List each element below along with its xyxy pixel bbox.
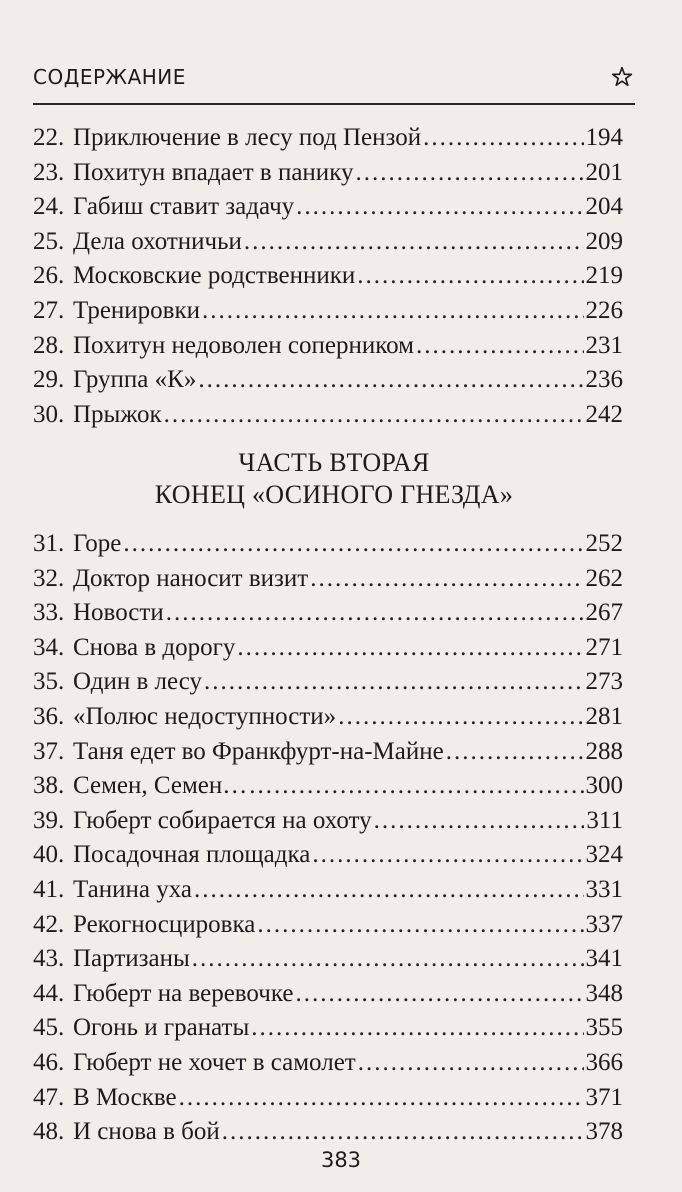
toc-entry <box>33 329 623 364</box>
toc-entry-title: В Москве <box>73 1083 177 1111</box>
toc-entry-number: 31. <box>33 530 65 557</box>
toc-entry-number: 34. <box>33 633 65 661</box>
toc-entry <box>33 596 623 631</box>
dot-leader <box>164 398 584 433</box>
toc-entry <box>33 121 623 156</box>
toc-entry-page: 331 <box>585 875 623 903</box>
toc-entry <box>33 294 623 329</box>
toc-entry-number: 45. <box>33 1014 65 1042</box>
toc-entry-number: 33. <box>33 599 65 627</box>
dot-leader <box>179 1081 584 1116</box>
toc-entry-number: 48. <box>33 1118 65 1146</box>
toc-entry-number: 41. <box>33 875 65 903</box>
toc-entry <box>33 562 623 597</box>
toc-entry-title: Партизаны <box>73 945 190 973</box>
dot-leader <box>166 596 584 631</box>
toc-entry-page: 231 <box>585 331 623 359</box>
toc-entry-title: Снова в дорогу <box>73 633 236 661</box>
dot-leader <box>222 1115 584 1150</box>
toc-entry-page: 348 <box>585 979 623 1007</box>
dot-leader <box>416 329 584 364</box>
toc-entry-number: 46. <box>33 1048 65 1076</box>
toc-entry-title: Гюберт на веревочке <box>73 979 294 1007</box>
toc-entry-title: Танина уха <box>73 875 192 903</box>
toc-entry <box>33 700 623 735</box>
dot-leader <box>338 700 583 735</box>
toc-entry-page: 252 <box>585 530 623 557</box>
toc-entry <box>33 665 623 700</box>
toc-entry <box>33 942 623 977</box>
dot-leader <box>296 190 583 225</box>
toc-entry-number: 44. <box>33 979 65 1007</box>
toc-entry-page: 337 <box>585 910 623 938</box>
toc-entry-title: Огонь и гранаты <box>73 1014 250 1042</box>
toc-entry-title: Группа «К» <box>73 366 197 394</box>
toc-list-part-two <box>33 527 623 1150</box>
dot-leader <box>357 259 583 294</box>
toc-entry-page: 355 <box>585 1014 623 1042</box>
running-head-title: СОДЕРЖАНИЕ <box>33 65 186 89</box>
toc-entry-title: Похитун недоволен соперником <box>73 331 414 359</box>
toc-entry-title: «Полюс недоступности» <box>73 702 337 730</box>
toc-entry-page: 194 <box>585 124 623 151</box>
toc-entry-number: 43. <box>33 945 65 973</box>
toc-entry-page: 281 <box>585 702 623 730</box>
dot-leader <box>374 804 585 839</box>
toc-entry-number: 23. <box>33 158 65 186</box>
toc-entry-number: 42. <box>33 910 65 938</box>
toc-entry-page: 378 <box>585 1118 623 1146</box>
dot-leader <box>192 942 584 977</box>
header-divider <box>33 103 635 105</box>
toc-entry-page: 324 <box>585 841 623 869</box>
dot-leader <box>202 294 583 329</box>
toc-entry-page: 341 <box>585 945 623 973</box>
toc-entry-page: 366 <box>585 1048 623 1076</box>
toc-entry <box>33 631 623 666</box>
toc-entry-title: Рекогносцировка <box>73 910 256 938</box>
toc-entry-title: Доктор наносит визит <box>73 564 309 592</box>
toc-entry-number: 30. <box>33 400 65 428</box>
toc-entry-page: 271 <box>585 633 623 661</box>
toc-entry-number: 26. <box>33 262 65 290</box>
page-number: 383 <box>320 1148 362 1172</box>
dot-leader <box>446 735 584 770</box>
toc-entry-title: Посадочная площадка <box>73 841 311 869</box>
running-head <box>33 62 633 92</box>
toc-entry-page: 204 <box>585 193 623 221</box>
toc-entry-title: Таня едет во Франкфурт-на-Майне <box>73 737 444 765</box>
toc-entry-title: Московские родственники <box>73 262 356 290</box>
toc-entry-number: 27. <box>33 296 65 324</box>
toc-entry-page: 288 <box>585 737 623 765</box>
toc-entry-number: 36. <box>33 702 65 730</box>
toc-entry-number: 38. <box>33 772 65 800</box>
dot-leader <box>204 665 584 700</box>
toc-entry-page: 242 <box>585 400 623 428</box>
star-outline-icon <box>611 66 633 88</box>
toc-entry-page: 311 <box>586 806 623 834</box>
part-title: КОНЕЦ «ОСИНОГО ГНЕЗДА» <box>154 480 514 509</box>
dot-leader <box>358 1046 584 1081</box>
toc-entry <box>33 1046 623 1081</box>
dot-leader <box>198 363 583 398</box>
dot-leader <box>123 527 583 562</box>
toc-entry <box>33 259 623 294</box>
toc-entry <box>33 1081 623 1116</box>
dot-leader <box>355 156 583 191</box>
dot-leader <box>251 1011 583 1046</box>
toc-entry-page: 300 <box>585 772 623 800</box>
toc-entry <box>33 769 623 804</box>
toc-entry-number: 35. <box>33 668 65 696</box>
toc-entry-page: 371 <box>585 1083 623 1111</box>
toc-entry <box>33 363 623 398</box>
dot-leader <box>312 838 583 873</box>
toc-entry-number: 37. <box>33 737 65 765</box>
toc-entry <box>33 735 623 770</box>
toc-entry-title: Один в лесу <box>73 668 202 696</box>
toc-entry-title: Горе <box>73 530 122 557</box>
toc-entry <box>33 838 623 873</box>
toc-entry-number: 29. <box>33 366 65 394</box>
toc-entry-number: 32. <box>33 564 65 592</box>
toc-entry-page: 226 <box>585 296 623 324</box>
toc-entry-title: И снова в бой <box>73 1118 220 1146</box>
part-label: ЧАСТЬ ВТОРАЯ <box>238 448 430 477</box>
toc-entry-title: Приключение в лесу под Пензой <box>73 124 422 151</box>
toc-entry-page: 262 <box>585 564 623 592</box>
toc-entry-title: Прыжок <box>73 400 162 428</box>
dot-leader <box>257 908 583 943</box>
dot-leader <box>423 121 583 156</box>
toc-entry <box>33 225 623 260</box>
dot-leader <box>310 562 583 597</box>
toc-entry-title: Новости <box>73 599 164 627</box>
toc-entry-title: Похитун впадает в панику <box>73 158 354 186</box>
toc-entry-number: 47. <box>33 1083 65 1111</box>
toc-entry <box>33 398 623 433</box>
toc-entry-title: Семен, Семен… <box>73 772 248 800</box>
toc-entry-number: 22. <box>33 124 65 151</box>
toc-entry <box>33 190 623 225</box>
toc-entry <box>33 908 623 943</box>
toc-entry <box>33 977 623 1012</box>
dot-leader <box>295 977 583 1012</box>
toc-entry-number: 24. <box>33 193 65 221</box>
toc-entry-page: 236 <box>585 366 623 394</box>
toc-entry <box>33 156 623 191</box>
toc-entry-title: Габиш ставит задачу <box>73 193 295 221</box>
toc-entry-title: Гюберт собирается на охоту <box>73 806 372 834</box>
toc-entry-page: 267 <box>585 599 623 627</box>
toc-entry-page: 201 <box>585 158 623 186</box>
toc-entry-title: Дела охотничьи <box>73 227 242 255</box>
toc-entry-title: Гюберт не хочет в самолет <box>73 1048 356 1076</box>
toc-entry-number: 39. <box>33 806 65 834</box>
toc-entry <box>33 1011 623 1046</box>
toc-entry-page: 219 <box>585 262 623 290</box>
toc-entry-title: Тренировки <box>73 296 201 324</box>
dot-leader <box>244 225 584 260</box>
toc-entry <box>33 1115 623 1150</box>
toc-entry-page: 209 <box>585 227 623 255</box>
toc-entry <box>33 873 623 908</box>
toc-list-part-one <box>33 121 623 432</box>
toc-entry <box>33 527 623 562</box>
toc-entry <box>33 804 623 839</box>
toc-entry-page: 273 <box>585 668 623 696</box>
dot-leader <box>194 873 584 908</box>
toc-entry-number: 25. <box>33 227 65 255</box>
dot-leader <box>237 631 583 666</box>
toc-entry-number: 28. <box>33 331 65 359</box>
toc-entry-number: 40. <box>33 841 65 869</box>
dot-leader <box>249 769 583 804</box>
